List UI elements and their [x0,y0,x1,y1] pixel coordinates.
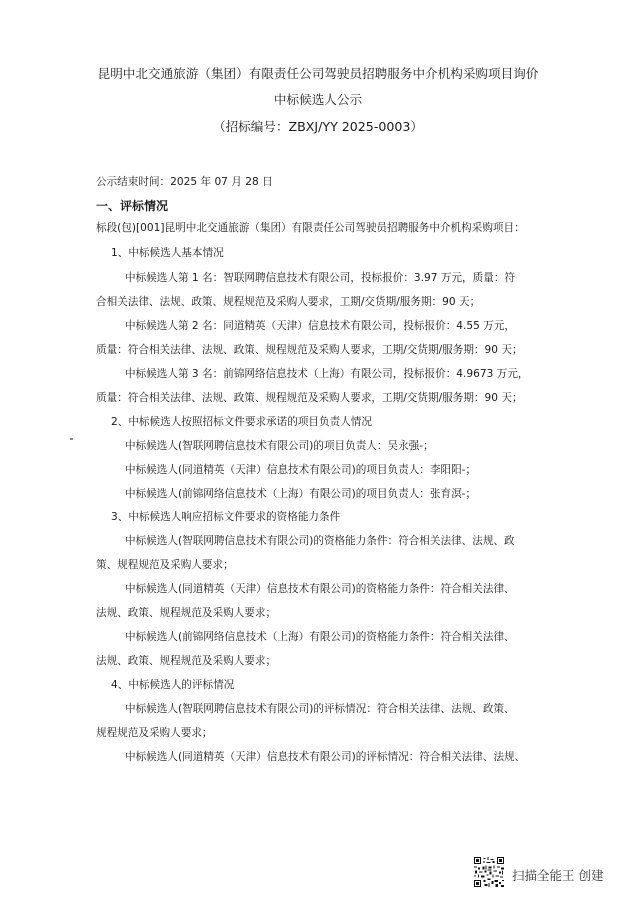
qualification-1-line2: 策、规程规范及采购人要求； [96,559,234,571]
notice-end-time: 公示结束时间：2025 年 07 月 28 日 [96,176,273,188]
qualification-2-line2: 法规、政策、规程规范及采购人要求； [96,607,277,619]
candidate-2-line1: 中标候选人第 2 名：同道精英（天津）信息技术有限公司，投标报价：4.55 万元， [125,320,516,332]
subheading-project-leader: 2、中标候选人按照招标文件要求承诺的项目负责人情况 [111,416,372,428]
candidate-1-line2: 合相关法律、法规、政策、规程规范及采购人要求，工期/交货期/服务期：90 天； [96,296,481,308]
candidate-2-line2: 质量：符合相关法律、法规、政策、规程规范及采购人要求，工期/交货期/服务期：90 天； [96,344,523,356]
evaluation-1-line2: 规程规范及采购人要求； [96,727,213,739]
candidate-1-line1: 中标候选人第 1 名：智联网聘信息技术有限公司，投标报价：3.97 万元，质量：符 [125,272,516,284]
bid-number: （招标编号：ZBXJ/YY 2025-0003） [212,119,424,134]
qualification-1-line1: 中标候选人(智联网聘信息技术有限公司)的资格能力条件：符合相关法律、法规、政 [125,535,515,547]
scan-speck [70,438,73,440]
candidate-3-line1: 中标候选人第 3 名：前锦网络信息技术（上海）有限公司，投标报价：4.9673 万元， [125,368,529,380]
qualification-3-line1: 中标候选人(前锦网络信息技术（上海）有限公司)的资格能力条件：符合相关法律、 [125,631,515,643]
subheading-evaluation-result: 4、中标候选人的评标情况 [111,679,235,691]
qr-code-icon [474,857,504,887]
document-title-line2: 中标候选人公示 [273,92,363,107]
leader-candidate-1: 中标候选人(智联网聘信息技术有限公司)的项目负责人：吴永强-； [125,440,434,452]
subheading-qualification: 3、中标候选人响应招标文件要求的资格能力条件 [111,511,341,523]
qualification-2-line1: 中标候选人(同道精英（天津）信息技术有限公司)的资格能力条件：符合相关法律、 [125,583,515,595]
section-heading-evaluation: 一、评标情况 [96,199,169,213]
evaluation-2-line1: 中标候选人(同道精英（天津）信息技术有限公司)的评标情况：符合相关法律、法规、 [125,751,526,763]
evaluation-1-line1: 中标候选人(智联网聘信息技术有限公司)的评标情况：符合相关法律、法规、政策、 [125,703,515,715]
leader-candidate-2: 中标候选人(同道精英（天津）信息技术有限公司)的项目负责人：李阳阳-； [125,464,477,476]
subheading-basic-info: 1、中标候选人基本情况 [111,247,224,259]
candidate-3-line2: 质量：符合相关法律、法规、政策、规程规范及采购人要求，工期/交货期/服务期：90 天； [96,392,523,404]
leader-candidate-3: 中标候选人(前锦网络信息技术（上海）有限公司)的项目负责人：张育溟-； [125,488,477,500]
qualification-3-line2: 法规、政策、规程规范及采购人要求； [96,655,277,667]
document-title-line1: 昆明中北交通旅游（集团）有限责任公司驾驶员招聘服务中介机构采购项目询价 [97,66,539,81]
scanner-watermark: 扫描全能王 创建 [512,868,604,883]
lot-intro: 标段(包)[001]昆明中北交通旅游（集团）有限责任公司驾驶员招聘服务中介机构采购项目： [96,222,525,234]
